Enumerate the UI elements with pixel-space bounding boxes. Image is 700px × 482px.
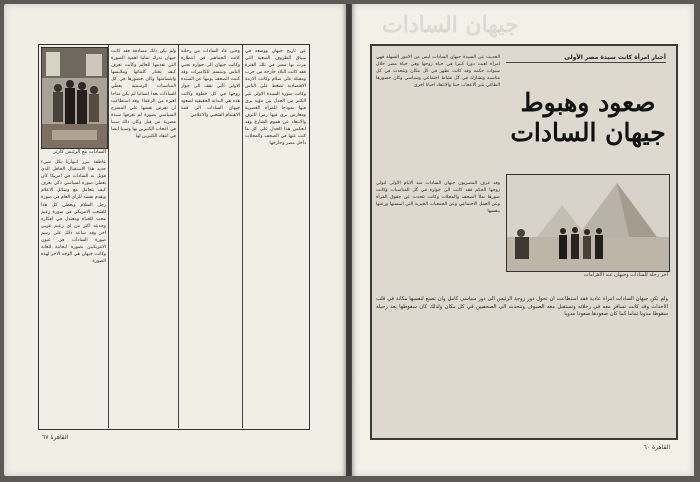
headline-line-2: جيهان السادات xyxy=(510,118,666,147)
photo-sadat-carter xyxy=(41,47,108,149)
left-column-4: عن تاريخ جيهان ووضعه في سياق الظروف الصعبة التي مرت بها مصر في تلك الفترة فقد كانت البلاد خارجة من حرب ومقبلة على سلام وكانت الازمة الاقتصادية تضغط على الناس وكانت صورة السيدة الاولى تثير الكثير من الجدل بين مؤيد يرى فيها نموذجا للمرأة العصرية ومعارض يرى فيها رمزا للترف والابتعاد عن هموم الشارع وقد انعكس هذا الجدل على كل ما كتب عنها في الصحف والمجلات داخل مصر وخارجها xyxy=(245,49,306,147)
left-column-2: ولم يكن ذلك مصادفة فقد كانت جيهان تدرك تماما اهمية الصورة التي تقدمها للعالم وكانت تعرف كيف تختار كلماتها وملابسها وابتسامتها وكان حضورها في كل المناسبات الرسمية يعطي للسادات بعدا انسانيا لم يكن متاحا لغيره من الزعماء وقد استطاعت ان تفرض نفسها على المسرح السياسي بصورة لم تعرفها سيدة مصرية من قبل وكان ذلك سببا في اعجاب الكثيرين بها وسببا ايضا في انتقاد الكثيرين لها xyxy=(111,49,176,140)
right-page-number xyxy=(644,444,670,451)
right-page xyxy=(352,4,694,476)
photo-pyramids xyxy=(506,174,670,272)
column-rule xyxy=(242,45,243,428)
photo-graphic xyxy=(42,48,107,148)
magazine-spread xyxy=(4,4,696,478)
left-column-3: وحين عاد السادات من رحلته كانت الجماهير في انتظاره وكانت جيهان الى جواره تحيي الناس وتبتسم للكاميرات وقد كتبت الصحف يومها عن السيدة الاولى التي تقف الى جوار زوجها في كل خطوة وكانت هذه هي البداية الحقيقية لصعود جيهان السادات الى قمة الاهتمام الشعبي والاعلامي xyxy=(181,49,240,118)
left-page-number-text: القاهرة ٦٧ xyxy=(42,434,69,441)
right-page-number-text: القاهرة ٦٠ xyxy=(643,444,670,451)
article-kicker: أخبار امرأة كانت سيدة مصر الأولى xyxy=(506,54,666,63)
ghost-title: جيهان السادات xyxy=(382,12,519,38)
left-page xyxy=(4,4,346,476)
headline-line-1: صعود وهبوط xyxy=(520,88,656,117)
column-rule xyxy=(178,45,179,428)
left-photo-caption: السادات مع الرئيس كارتر xyxy=(53,149,106,155)
article-headline xyxy=(506,88,670,148)
left-column-1: عاطفة يبرر انبهارنا بكل شيء جديد هذا الاستقبال الحافل الذي قوبل به السادات في امريكا كان يعطي صورة لسياسي ذكي يعرف كيف يتعامل مع وسائل الاعلام ويقدم نفسه للرأي العام في صورة رجل السلام ويعطي كل هذا للشعب الامريكي في صورة زعيم محب للحياة ومعتدل في افكاره وحديثه اكثر من اي زعيم عربي اخر وقد ساعد ذلك على رسم صورة السادات في عيون الامريكيين بصورة ايجابية للغاية وكانت جيهان هي الوجه الاخر لهذه الصورة xyxy=(41,160,106,265)
column-rule xyxy=(108,45,109,428)
right-column-2: وقد عرف المصريون جيهان السادات منذ الايام الاولى لتولي زوجها الحكم فقد كانت الى جواره في كل المناسبات وكانت صورها تملأ الصحف والمجلات وكانت تتحدث عن حقوق المرأة وعن العمل الاجتماعي وعن الجمعيات الخيرية التي اسستها ورعتها بنفسها xyxy=(376,181,500,215)
right-photo-caption: آخر رحلة للسادات وجيهان عند الاهرامات xyxy=(583,272,668,278)
right-bottom-text: ولم تكن جيهان السادات امرأة عادية فقد استطاعت ان تحول دور زوجة الرئيس الى دور سياسي كامل وان تصنع لنفسها مكانة في قلب الاحداث وقد كانت تسافر معه في رحلاته وتستقبل معه الضيوف وتتحدث الى الصحفيين في كل مكان ولذلك كان سقوطها بعد رحيله سقوطا مدويا تماما كما كان صعودها صعودا مدويا xyxy=(376,296,668,318)
book-gutter xyxy=(342,4,356,476)
left-page-number xyxy=(42,434,68,441)
pyramids-graphic xyxy=(507,175,669,271)
right-column-1: الحديث عن السيدة جيهان السادات ليس من الامور السهلة فهي امرأة لعبت دورا كبيرا في حياة زوجها وفي حياة مصر خلال سنوات حكمه وقد كانت تظهر في كل مكان وتتحدث في كل مناسبة وتشارك في كل نشاط اجتماعي وسياسي وكان حضورها الطاغي يثير الاعجاب حينا والانتقاد احيانا اخرى xyxy=(376,55,500,89)
